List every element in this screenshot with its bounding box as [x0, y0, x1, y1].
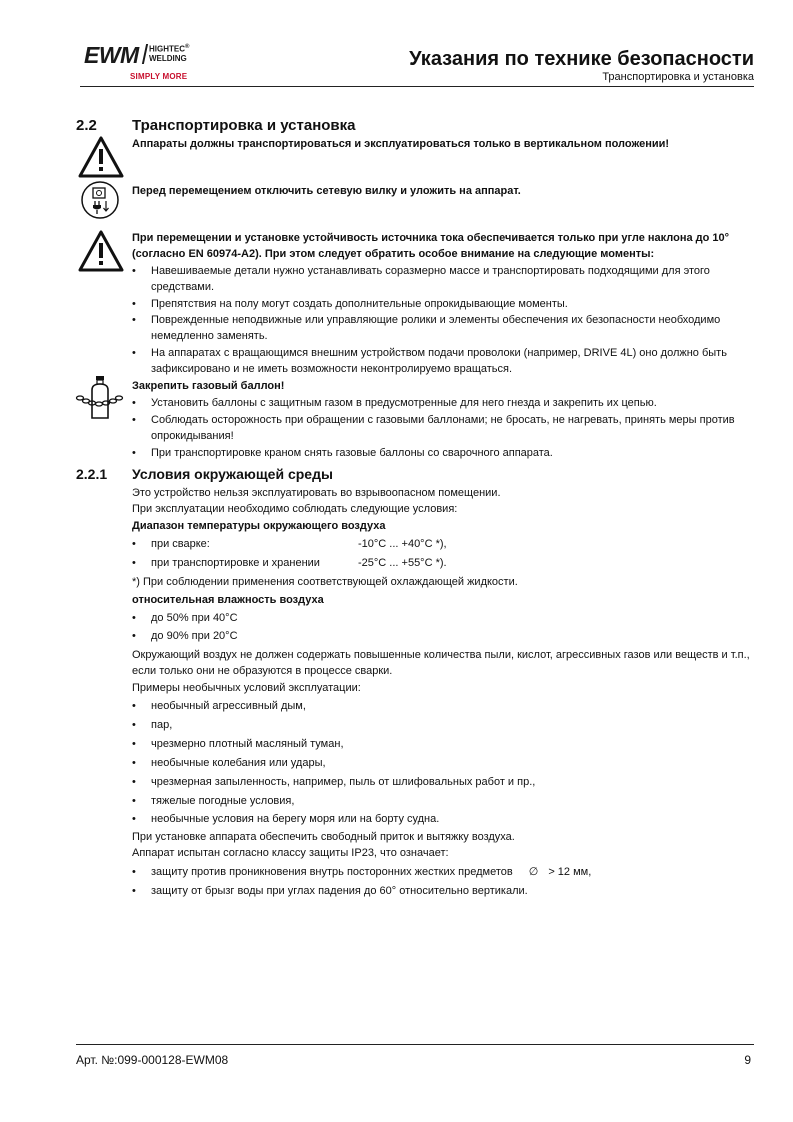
bullet: • [132, 630, 136, 642]
humidity-heading: относительная влажность воздуха [132, 594, 324, 606]
bullet: • [132, 795, 136, 807]
list-item: чрезмерно плотный масляный туман, [151, 738, 344, 750]
bullet: • [132, 314, 136, 326]
bullet: • [132, 538, 136, 550]
list-item-continuation: средствами. [151, 281, 215, 293]
footer-divider [76, 1044, 754, 1045]
list-item: Навешиваемые детали нужно устанавливать соразмерно массе и транспортировать подходящими для этого [151, 265, 710, 277]
paragraph: Это устройство нельзя эксплуатировать во взрывоопасном помещении. [132, 487, 501, 499]
ip-water-spray: защиту от брызг воды при углах падения до 60° относительно вертикали. [151, 885, 528, 897]
section-title: Транспортировка и установка [132, 117, 356, 134]
list-item: необычный агрессивный дым, [151, 700, 306, 712]
temperature-label: при сварке: [151, 538, 210, 550]
temperature-heading: Диапазон температуры окружающего воздуха [132, 520, 386, 532]
list-item: пар, [151, 719, 173, 731]
ewm-logo [84, 40, 204, 84]
bullet: • [132, 265, 136, 277]
unplug-instruction: Перед перемещением отключить сетевую вилку и уложить на аппарат. [132, 185, 521, 197]
bullet: • [132, 700, 136, 712]
subsection-number: 2.2.1 [76, 466, 108, 482]
bullet: • [132, 612, 136, 624]
list-item: Установить баллоны с защитным газом в предусмотренные для него гнезда и закрепить их цепью. [151, 397, 657, 409]
list-item: Поврежденные неподвижные или управляющие ролики и элементы обеспечения их безопасности необходимо [151, 314, 721, 326]
bullet: • [132, 866, 136, 878]
logo-tagline: SIMPLY MORE [130, 72, 188, 81]
ip-foreign-bodies: защиту против проникновения внутрь посторонних жестких предметов ∅ > 12 мм, [151, 866, 592, 878]
list-item: тяжелые погодные условия, [151, 795, 295, 807]
list-item: Препятствия на полу могут создать дополнительные опрокидывающие моменты. [151, 298, 568, 310]
bullet: • [132, 757, 136, 769]
page-number: 9 [744, 1053, 751, 1067]
list-item-continuation: немедленно заменять. [151, 330, 268, 342]
page-title: Указания по технике безопасности [409, 48, 754, 70]
paragraph: Примеры необычных условий эксплуатации: [132, 682, 361, 694]
paragraph: если только они не образуются в процессе сварки. [132, 665, 393, 677]
bullet: • [132, 298, 136, 310]
article-number: Арт. №:099-000128-EWM08 [76, 1053, 229, 1067]
bullet: • [132, 397, 136, 409]
list-item: Соблюдать осторожность при обращении с газовыми баллонами; не бросать, не нагревать, принять меры против [151, 414, 735, 426]
header-divider [80, 86, 754, 87]
paragraph: При установке аппарата обеспечить свободный приток и вытяжку воздуха. [132, 831, 515, 843]
list-item-continuation: опрокидывания! [151, 430, 234, 442]
bullet: • [132, 447, 136, 459]
footnote: *) При соблюдении применения соответствующей охлаждающей жидкости. [132, 576, 518, 588]
list-item: до 50% при 40°C [151, 612, 238, 624]
bullet: • [132, 885, 136, 897]
list-item: чрезмерная запыленность, например, пыль от шлифовальных работ и пр., [151, 776, 536, 788]
logo-hightec-welding: HIGHTEC® WELDING [149, 44, 190, 63]
warning-triangle-icon [78, 230, 124, 272]
bullet: • [132, 776, 136, 788]
list-item: до 90% при 20°C [151, 630, 238, 642]
list-item: При транспортировке краном снять газовые баллоны со сварочного аппарата. [151, 447, 553, 459]
page-subtitle: Транспортировка и установка [602, 71, 754, 83]
logo-divider [142, 44, 148, 64]
list-item: необычные условия на берегу моря или на борту судна. [151, 813, 440, 825]
section-number: 2.2 [76, 117, 97, 134]
paragraph: При эксплуатации необходимо соблюдать следующие условия: [132, 503, 458, 515]
bullet: • [132, 557, 136, 569]
list-item: необычные колебания или удары, [151, 757, 326, 769]
temperature-value: -25°C ... +55°C *). [358, 557, 447, 569]
temperature-value: -10°C ... +40°C *), [358, 538, 447, 550]
gas-cylinder-chain-icon [74, 374, 126, 422]
paragraph: Окружающий воздух не должен содержать повышенные количества пыли, кислот, агрессивных газов или веществ и т.п., [132, 649, 750, 661]
list-item: На аппаратах с вращающимся внешним устройством подачи проволоки (например, DRIVE 4L) оно должно быть [151, 347, 727, 359]
gas-cylinder-heading: Закрепить газовый баллон! [132, 380, 285, 392]
tilt-warning-line-2: (согласно EN 60974-A2). При этом следует обратить особое внимание на следующие моменты: [132, 248, 655, 260]
tilt-warning-line-1: При перемещении и установке устойчивость источника тока обеспечивается только при угле наклона до 10° [132, 232, 730, 244]
warning-triangle-icon [78, 136, 124, 178]
warning-vertical-position: Аппараты должны транспортироваться и эксплуатироваться только в вертикальном положении! [132, 138, 670, 150]
diameter-symbol: ∅ [528, 866, 539, 878]
temperature-label: при транспортировке и хранении [151, 557, 320, 569]
bullet: • [132, 738, 136, 750]
paragraph: Аппарат испытан согласно классу защиты IP23, что означает: [132, 847, 449, 859]
bullet: • [132, 813, 136, 825]
bullet: • [132, 347, 136, 359]
list-item-continuation: зафиксировано и не иметь возможности неконтролируемо вращаться. [151, 363, 513, 375]
bullet: • [132, 719, 136, 731]
subsection-title: Условия окружающей среды [132, 466, 333, 482]
unplug-mains-icon [80, 180, 120, 220]
bullet: • [132, 414, 136, 426]
logo-text: EWM [84, 42, 139, 68]
